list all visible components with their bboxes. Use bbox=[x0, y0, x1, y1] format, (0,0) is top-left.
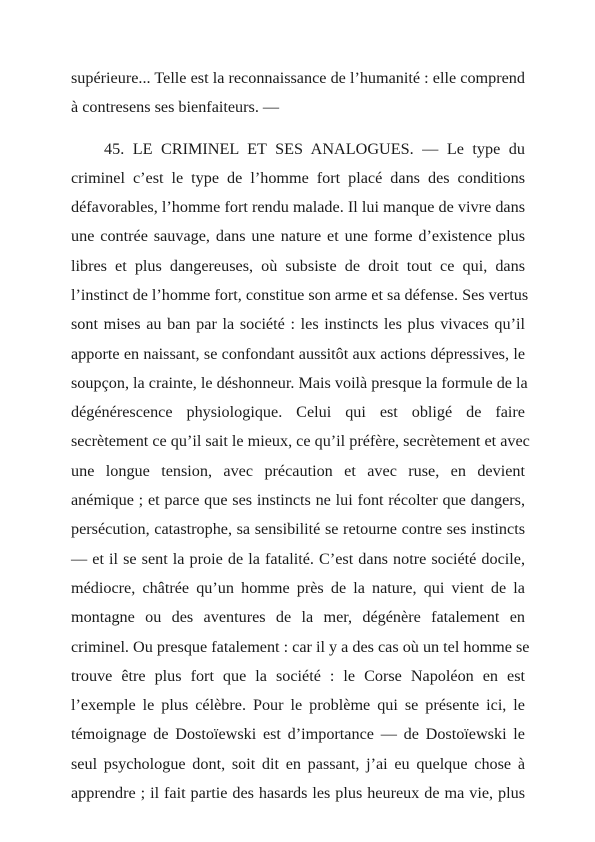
text-line: persécution, catastrophe, sa sensibilité se retourne contre ses instincts bbox=[71, 520, 525, 539]
text-line: dégénérescence physiologique. Celui qui est obligé de faire bbox=[71, 403, 525, 422]
text-line: criminel c’est le type de l’homme fort placé dans des conditions bbox=[71, 168, 525, 187]
text-line: l’exemple le plus célèbre. Pour le problème qui se présente ici, le bbox=[71, 696, 525, 715]
text-line: anémique ; et parce que ses instincts ne lui font récolter que dangers, bbox=[71, 491, 525, 510]
text-line: soupçon, la crainte, le déshonneur. Mais voilà presque la formule de la bbox=[71, 373, 528, 392]
text-line: l’instinct de l’homme fort, constitue son arme et sa défense. Ses vertus bbox=[71, 285, 529, 304]
text-line: sont mises au ban par la société : les instincts les plus vivaces qu’il bbox=[71, 315, 525, 334]
text-line: une longue tension, avec précaution et avec ruse, en devient bbox=[71, 461, 525, 480]
text-line: libres et plus dangereuses, où subsiste de droit tout ce qui, dans bbox=[71, 256, 525, 275]
text-line: montagne ou des aventures de la mer, dégénère fatalement en bbox=[71, 608, 525, 627]
text-line: médiocre, châtrée qu’un homme près de la nature, qui vient de la bbox=[71, 578, 525, 597]
text-line: apprendre ; il fait partie des hasards les plus heureux de ma vie, plus bbox=[71, 784, 525, 803]
text-line: témoignage de Dostoïewski est d’importance — de Dostoïewski le bbox=[71, 725, 525, 744]
paragraph-continuation bbox=[71, 64, 525, 123]
text-line: seul psychologue dont, soit dit en passant, j’ai eu quelque chose à bbox=[71, 754, 525, 773]
text-line: supérieure... Telle est la reconnaissance de l’humanité : elle comprend bbox=[71, 69, 525, 87]
text-line: secrètement ce qu’il sait le mieux, ce qu’il préfère, secrètement et avec bbox=[71, 432, 530, 451]
paragraph-section-45 bbox=[71, 135, 530, 809]
text-line: une contrée sauvage, dans une nature et une forme d’existence plus bbox=[71, 227, 525, 246]
text-line: criminel. Ou presque fatalement : car il y a des cas où un tel homme se bbox=[71, 637, 530, 656]
text-line: à contresens ses bienfaiteurs. — bbox=[71, 98, 280, 117]
text-line: 45. LE CRIMINEL ET SES ANALOGUES. — Le type du bbox=[104, 139, 525, 158]
text-line: apporte en naissant, se confondant aussitôt aux actions dépressives, le bbox=[71, 344, 525, 363]
text-line: trouve être plus fort que la société : le Corse Napoléon en est bbox=[71, 666, 525, 685]
text-line: défavorables, l’homme fort rendu malade. Il lui manque de vivre dans bbox=[71, 198, 525, 217]
text-line: — et il se sent la proie de la fatalité. C’est dans notre société docile, bbox=[71, 549, 525, 568]
